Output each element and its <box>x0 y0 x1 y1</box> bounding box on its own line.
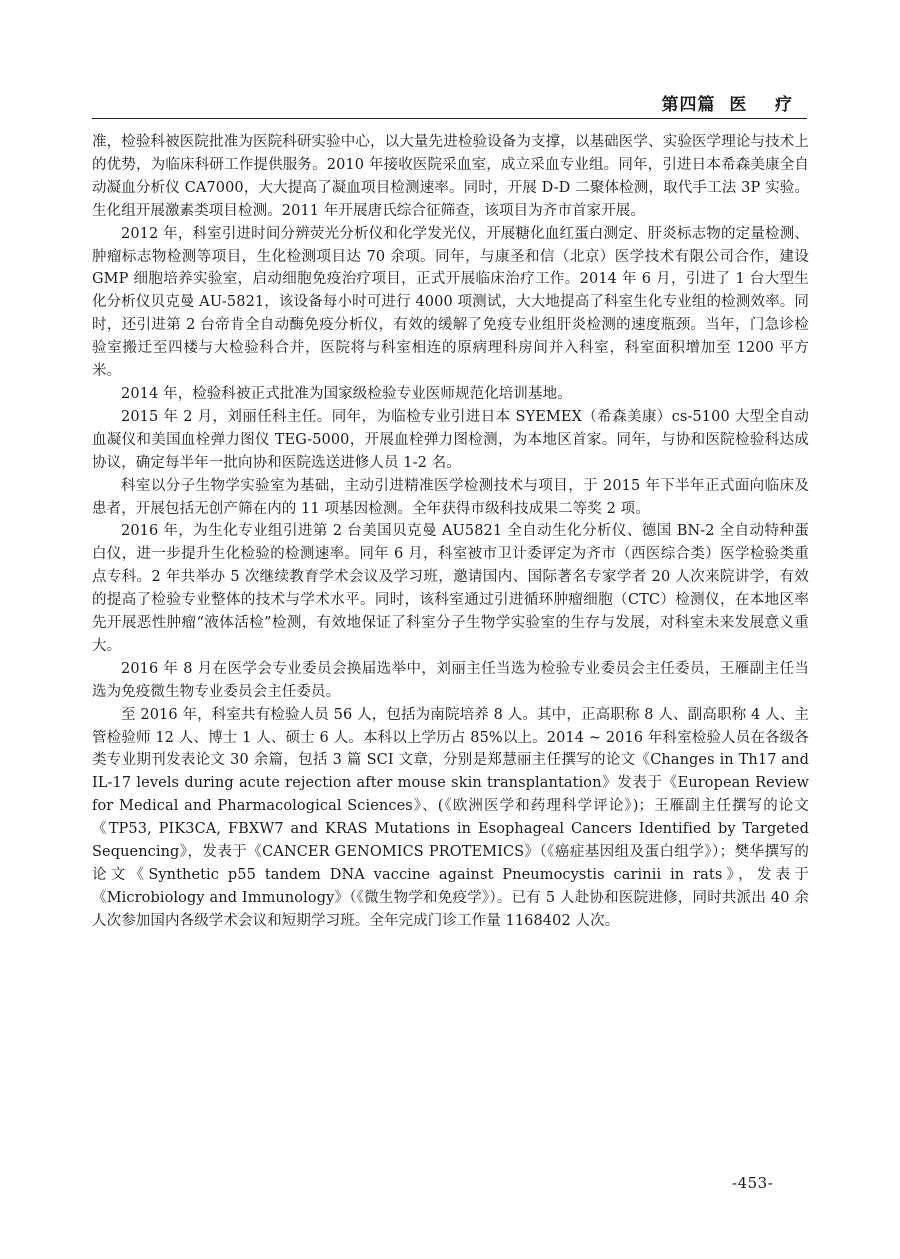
body-text <box>92 131 809 933</box>
chapter-title: 第四篇 医 疗 <box>661 95 793 115</box>
paragraph: 2012 年，科室引进时间分辨荧光分析仪和化学发光仪，开展糖化血红蛋白测定、肝炎标志物的定量检测、肿瘤标志物检测等项目，生化检测项目达 70 余项。同年，与康圣和信（北京）医学技术有限公司合作，建设 GMP 细胞培养实验室，启动细胞免疫治疗项目，正式开展临床治疗工作。2014 年 6 月，引进了 1 台大型生化分析仪贝克曼 AU-5821，该设备每小时可进行 4000 项测试，大大地提高了科室生化专业组的检测效率。同时，还引进第 2 台帝肯全自动酶免疫分析仪，有效的缓解了免疫专业组肝炎检测的速度瓶颈。当年，门急诊检验室搬迁至四楼与大检验科合并，医院将与科室相连的原病理科房间并入科室，科室面积增加至 1200 平方米。 <box>92 225 809 380</box>
paragraph: 2016 年 8 月在医学会专业委员会换届选举中，刘丽主任当选为检验专业委员会主任委员，王雁副主任当选为免疫微生物专业委员会主任委员。 <box>92 660 809 700</box>
paragraph: 2015 年 2 月，刘丽任科主任。同年，为临检专业引进日本 SYEMEX（希森美康）cs-5100 大型全自动血凝仪和美国血栓弹力图仪 TEG-5000，开展血栓弹力图检测，为本地区首家。同年，与协和医院检验科达成协议，确定每半年一批向协和医院选送进修人员 1-2 名。 <box>92 408 809 471</box>
paragraph: 2016 年，为生化专业组引进第 2 台美国贝克曼 AU5821 全自动生化分析仪、德国 BN-2 全自动特种蛋白仪，进一步提升生化检验的检测速率。同年 6 月，科室被市卫计委评定为齐市（西医综合类）医学检验类重点专科。2 年共举办 5 次继续教育学术会议及学习班，邀请国内、国际著名专家学者 20 人次来院讲学，有效的提高了检验专业整体的技术与学术水平。同时，该科室通过引进循环肿瘤细胞（CTC）检测仪，在本地区率先开展恶性肿瘤“液体活检”检测，有效地保证了科室分子生物学实验室的生存与发展，对科室未来发展意义重大。 <box>92 523 809 654</box>
running-header <box>92 84 807 119</box>
paragraph: 至 2016 年，科室共有检验人员 56 人，包括为南院培养 8 人。其中，正高职称 8 人、副高职称 4 人、主管检验师 12 人、博士 1 人、硕士 6 人。本科以上学历占 85%以上。2014 ~ 2016 年科室检验人员在各级各类专业期刊发表论文 30 余篇，包括 3 篇 SCI 文章，分别是郑慧丽主任撰写的论文《Changes in Th17 and IL-17 levels during acute rejection after mouse skin transplantation》发表于《European Review for Medical and Pharmacological Sciences》、(《欧洲医学和药理科学评论》)；王雁副主任撰写的论文《TP53, PIK3CA, FBXW7 and KRAS Mutations in Esophageal Cancers Identified by Targeted Sequencing》，发表于《CANCER GENOMICS PROTEMICS》（《癌症基因组及蛋白组学》）；樊华撰写的论文《Synthetic p55 tandem DNA vaccine against Pneumocystis carinii in rats》，发表于《Microbiology and Immunology》（《微生物学和免疫学》）。已有 5 人赴协和医院进修，同时共派出 40 余人次参加国内各级学术会议和短期学习班。全年完成门诊工作量 1168402 人次。 <box>92 706 809 929</box>
paragraph: 科室以分子生物学实验室为基础，主动引进精准医学检测技术与项目，于 2015 年下半年正式面向临床及患者，开展包括无创产筛在内的 11 项基因检测。全年获得市级科技成果二等奖 2 项。 <box>92 477 809 517</box>
paragraph: 准，检验科被医院批准为医院科研实验中心，以大量先进检验设备为支撑，以基础医学、实验医学理论与技术上的优势，为临床科研工作提供服务。2010 年接收医院采血室，成立采血专业组。同年，引进日本希森美康全自动凝血分析仪 CA7000，大大提高了凝血项目检测速率。同时，开展 D-D 二聚体检测，取代手工法 3P 实验。生化组开展激素类项目检测。2011 年开展唐氏综合征筛查，该项目为齐市首家开展。 <box>92 134 809 219</box>
page-number: -453- <box>732 1174 774 1192</box>
paragraph: 2014 年，检验科被正式批准为国家级检验专业医师规范化培训基地。 <box>121 385 572 402</box>
